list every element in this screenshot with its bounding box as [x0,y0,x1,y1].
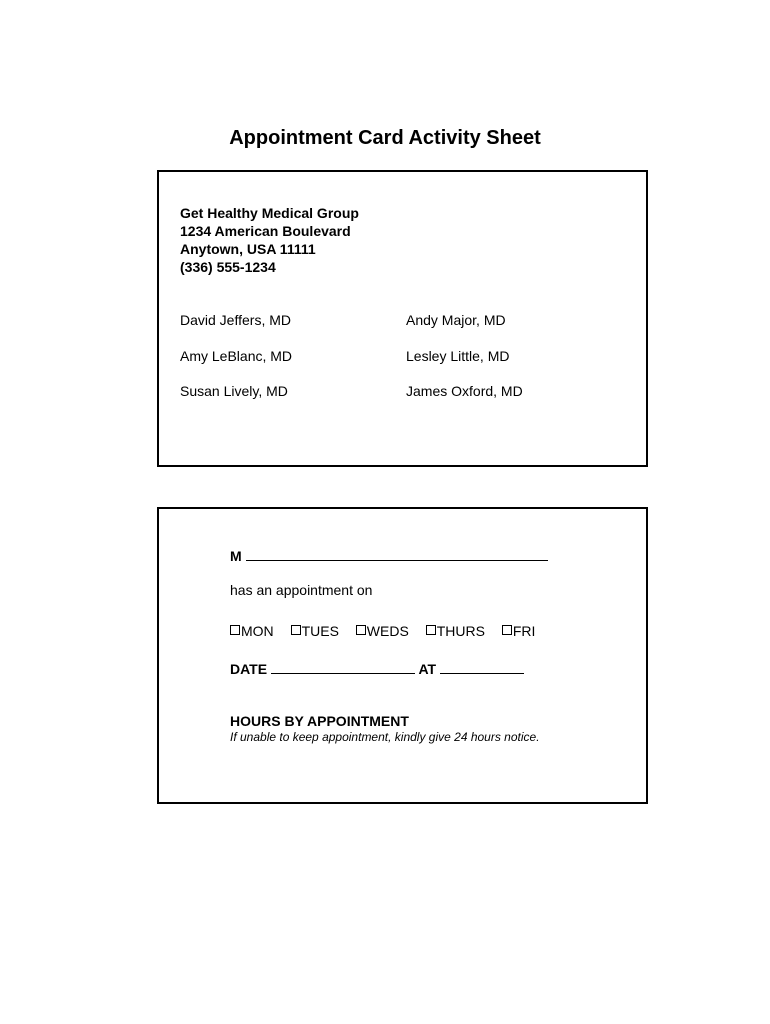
doctor-name: Andy Major, MD [406,312,506,328]
day-option-mon[interactable] [230,623,274,639]
page-title: Appointment Card Activity Sheet [229,127,541,149]
patient-name-field[interactable] [246,546,548,561]
practice-address [180,204,359,276]
day-label: TUES [301,623,339,639]
practice-phone: (336) 555-1234 [180,259,276,275]
doctor-name: Amy LeBlanc, MD [180,348,293,364]
appointment-intro-text: has an appointment on [230,582,373,598]
practice-name: Get Healthy Medical Group [180,205,359,221]
name-prefix-label: M [230,548,242,564]
appointment-card [157,507,648,804]
checkbox-icon[interactable] [230,625,240,635]
cancellation-notice: If unable to keep appointment, kindly give 24 hours notice. [230,730,540,744]
at-label: AT [418,661,437,677]
patient-name-line [230,546,548,564]
doctor-name: James Oxford, MD [406,383,523,399]
weekday-options [230,623,548,639]
checkbox-icon[interactable] [502,625,512,635]
doctor-name: Lesley Little, MD [406,348,510,364]
checkbox-icon[interactable] [426,625,436,635]
day-label: MON [241,623,274,639]
date-time-line [230,659,524,677]
practice-street: 1234 American Boulevard [180,223,351,239]
day-option-tues[interactable] [291,623,339,639]
day-option-weds[interactable] [356,623,409,639]
practice-info-card [157,170,648,467]
date-label: DATE [230,661,268,677]
date-field[interactable] [271,659,415,674]
day-label: FRI [512,623,536,639]
time-field[interactable] [440,659,524,674]
hours-heading: HOURS BY APPOINTMENT [230,713,409,729]
doctor-name: Susan Lively, MD [180,383,288,399]
practice-city: Anytown, USA 11111 [180,241,316,257]
doctor-name: David Jeffers, MD [180,312,291,328]
checkbox-icon[interactable] [356,625,366,635]
checkbox-icon[interactable] [291,625,301,635]
day-label: WEDS [366,623,409,639]
day-option-thurs[interactable] [426,623,485,639]
day-label: THURS [436,623,485,639]
day-option-fri[interactable] [502,623,536,639]
